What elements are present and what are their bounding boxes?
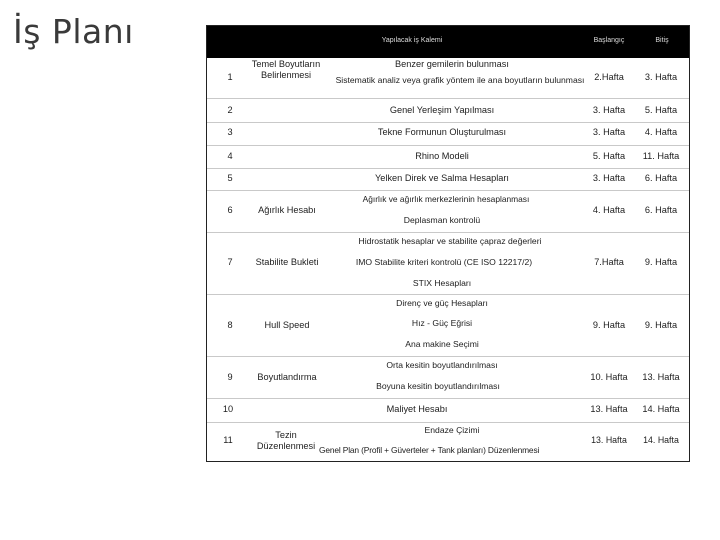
row-group: Temel Boyutların Belirlenmesi — [251, 59, 321, 80]
row-start: 3. Hafta — [592, 173, 626, 183]
row-end: 6. Hafta — [644, 205, 678, 215]
row-group: Hull Speed — [264, 320, 310, 330]
row-number: 5 — [227, 173, 233, 183]
row-divider — [207, 145, 689, 146]
row-number: 9 — [227, 372, 233, 382]
row-task: Tekne Formunun Oluşturulması — [377, 127, 507, 137]
row-number: 10 — [222, 404, 234, 414]
row-start: 13. Hafta — [590, 404, 628, 414]
row-end: 13. Hafta — [642, 372, 680, 382]
row-end: 6. Hafta — [644, 173, 678, 183]
row-task: Sistematik analiz veya grafik yöntem ile ana boyutların bulunması — [335, 75, 585, 85]
row-number: 6 — [227, 205, 233, 215]
row-task: Hız - Güç Eğrisi — [411, 318, 473, 328]
row-task: Genel Plan (Profil + Güverteler + Tank planları) Düzenlenmesi — [319, 445, 540, 455]
row-end: 11. Hafta — [642, 151, 680, 161]
row-task: Benzer gemilerin bulunması — [395, 59, 509, 69]
row-task: Orta kesitin boyutlandırılması — [386, 360, 498, 370]
row-number: 2 — [227, 105, 233, 115]
row-end: 9. Hafta — [644, 257, 678, 267]
row-task: IMO Stabilite kriteri kontrolü (CE ISO 12217/2) — [355, 257, 533, 267]
row-task: Hidrostatik hesaplar ve stabilite çapraz değerleri — [358, 236, 542, 246]
row-task: Ağırlık ve ağırlık merkezlerinin hesaplanması — [362, 194, 530, 204]
row-task: Rhino Modeli — [415, 151, 469, 161]
row-task: Genel Yerleşim Yapılması — [389, 105, 495, 115]
row-start: 9. Hafta — [592, 320, 626, 330]
row-task: Ana makine Seçimi — [405, 339, 479, 349]
row-task: STIX Hesapları — [412, 278, 472, 288]
row-start: 5. Hafta — [592, 151, 626, 161]
row-number: 7 — [227, 257, 233, 267]
row-start: 3. Hafta — [592, 105, 626, 115]
row-divider — [207, 190, 689, 191]
row-divider — [207, 98, 689, 99]
row-start: 2.Hafta — [594, 72, 624, 82]
work-plan-table — [206, 25, 690, 462]
header-task: Yapılacak iş Kalemi — [381, 37, 443, 44]
row-divider — [207, 422, 689, 423]
row-number: 3 — [227, 127, 233, 137]
header-end: Bitiş — [655, 37, 669, 44]
row-divider — [207, 122, 689, 123]
row-divider — [207, 232, 689, 233]
row-end: 3. Hafta — [644, 72, 678, 82]
row-start: 4. Hafta — [592, 205, 626, 215]
table-header — [207, 26, 689, 58]
row-divider — [207, 294, 689, 295]
row-group: Ağırlık Hesabı — [258, 205, 316, 215]
row-group: Tezin Düzenlenmesi — [256, 430, 316, 451]
row-task: Deplasman kontrolü — [403, 215, 481, 225]
row-end: 4. Hafta — [644, 127, 678, 137]
row-start: 13. Hafta — [591, 435, 627, 445]
page-title: İş Planı — [13, 12, 134, 51]
row-group: Boyutlandırma — [257, 372, 317, 382]
row-divider — [207, 356, 689, 357]
row-divider — [207, 168, 689, 169]
row-start: 3. Hafta — [592, 127, 626, 137]
row-start: 7.Hafta — [594, 257, 624, 267]
row-end: 14. Hafta — [643, 435, 679, 445]
row-end: 9. Hafta — [644, 320, 678, 330]
row-number: 4 — [227, 151, 233, 161]
row-end: 14. Hafta — [642, 404, 680, 414]
row-divider — [207, 398, 689, 399]
row-task: Boyuna kesitin boyutlandırılması — [376, 381, 500, 391]
row-task: Endaze Çizimi — [424, 425, 480, 435]
row-number: 11 — [223, 435, 233, 445]
row-number: 1 — [227, 72, 233, 82]
row-start: 10. Hafta — [590, 372, 628, 382]
row-task: Maliyet Hesabı — [386, 404, 448, 414]
row-group: Stabilite Bukleti — [255, 257, 319, 267]
row-task: Direnç ve güç Hesapları — [396, 298, 488, 308]
header-start: Başlangıç — [593, 37, 625, 44]
row-task: Yelken Direk ve Salma Hesapları — [375, 173, 509, 183]
row-end: 5. Hafta — [644, 105, 678, 115]
row-number: 8 — [227, 320, 233, 330]
